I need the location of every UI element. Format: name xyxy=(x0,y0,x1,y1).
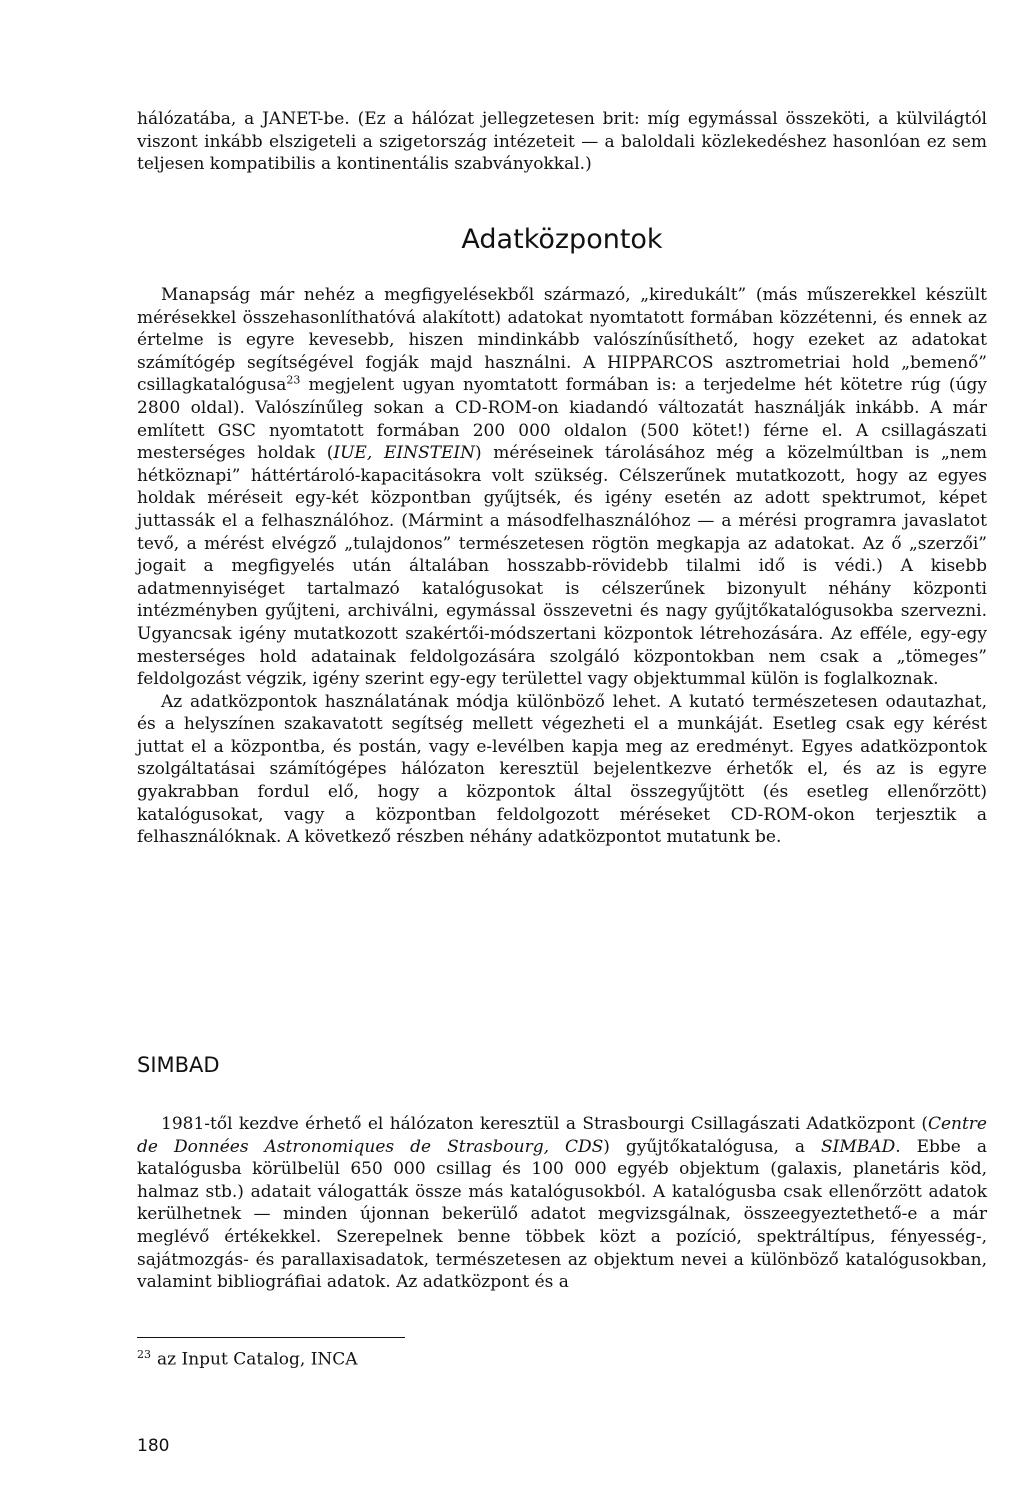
paragraph-1-part-c: ) méréseinek tárolásához még a közelmúltban is „nem hétköznapi” háttértároló-kapacitásokra volt szükség. Célszerűnek mutatkozott, hogy az egyes holdak méréseit egy-két központban gyűjtsék, és igény esetén az adott spektrumot, képet juttassák el a felhasználóhoz. (Mármint a másodfelhasználóhoz — a mérési programra javaslatot tevő, a mérést elvégző „tulajdonos” természetesen rögtön megkapja az adatokat. Az ő „szerzői” jogait a megfigyelés után általában hosszabb-rövidebb tilalmi idő is védi.) A kisebb adatmennyiséget tartalmazó katalógusokat is célszerűnek bizonyult néhány központi intézményben gyűjteni, archiválni, egymással összevetni és nagy gyűjtőkatalógusokba szervezni. Ugyancsak igény mutatkozott szakértői-módszertani központok létrehozására. Az efféle, egy-egy mesterséges hold adatainak feldolgozására szolgáló központokban nem csak a „tömeges” feldolgozást végzik, igény szerint egy-egy területtel vagy objektummal külön is foglalkoznak. xyxy=(137,443,987,690)
simbad-part-c: . Ebbe a katalógusba körülbelül 650 000 csillag és 100 000 egyéb objektum (galaxis, planetáris köd, halmaz stb.) adatait válogatták össze más katalógusokból. A katalógusba csak ellenőrzött adatok kerülhetnek — minden újonnan bekerülő adatot megvizsgálnak, összeegyeztethető-e a már meglévő értékekkel. Szerepelnek benne többek közt a pozíció, spektráltípus, fényesség-, sajátmozgás- és parallaxisadatok, természetesen az objektum nevei a különböző katalógusokban, valamint bibliográfiai adatok. Az adatközpont és a xyxy=(137,1136,987,1293)
section-heading-adatkozpontok: Adatközpontok xyxy=(461,224,663,255)
paragraph-1-part-a: Manapság már nehéz a megfigyelésekből származó, „kiredukált” (más műszerekkel készült mérésekkel összehasonlíthatóvá alakított) adatokat nyomtatott formában közzétenni, és ennek az értelme is egyre kevesebb, hiszen mindinkább valószínűsíthető, hogy ezeket az adatokat számítógép segítségével fogják majd használni. A HIPPARCOS asztrometriai hold „bemenő” csillagkatalógusa xyxy=(137,285,987,396)
paragraph-1-part-b: megjelent ugyan nyomtatott formában is: a terjedelme hét kötetre rúg (úgy 2800 oldal). Valószínűleg sokan a CD-ROM-on kiadandó változatát használják inkább. A már említett GSC nyomtatott formában 200 000 oldalon (500 kötet!) férne el. A csillagászati mesterséges holdak ( xyxy=(137,375,987,464)
satellite-names: IUE, EINSTEIN xyxy=(333,443,475,464)
paragraph-1 xyxy=(137,284,987,691)
cds-full-name: Centre de Données Astronomiques de Strasbourg, CDS xyxy=(137,1114,987,1157)
simbad-text-block xyxy=(137,1113,987,1294)
simbad-name: SIMBAD xyxy=(821,1136,896,1157)
footnote-number: 23 xyxy=(137,1348,151,1361)
page-number: 180 xyxy=(137,1436,170,1456)
footnote-reference: 23 xyxy=(286,373,301,387)
footnote xyxy=(137,1344,358,1371)
paragraph-2: Az adatközpontok használatának módja különböző lehet. A kutató természetesen odautazhat, és a helyszínen szakavatott segítség mellett végezheti el a munkáját. Esetleg csak egy kérést juttat el a központba, és postán, vagy e-levélben kapja meg az eredményt. Egyes adatközpontok szolgáltatásai számítógépes hálózaton keresztül bejelentkezve érhetők el, és az is egyre gyakrabban fordul elő, hogy a központok által összegyűjtött (és esetleg ellenőrzött) katalógusokat, vagy a központban feldolgozott méréseket CD-ROM-okon terjesztik a felhasználóknak. A következő részben néhány adatközpontot mutatunk be. xyxy=(137,691,987,848)
simbad-paragraph xyxy=(137,1113,987,1294)
main-text-block xyxy=(137,284,987,849)
section-heading-simbad: SIMBAD xyxy=(137,1053,220,1077)
footnote-divider xyxy=(137,1337,405,1338)
simbad-part-b: ) gyűjtőkatalógusa, a xyxy=(603,1136,822,1157)
simbad-part-a: 1981-től kezdve érhető el hálózaton keresztül a Strasbourgi Csillagászati Adatközpont ( xyxy=(161,1114,928,1134)
footnote-text: az Input Catalog, INCA xyxy=(157,1349,358,1370)
top-paragraph: hálózatába, a JANET-be. (Ez a hálózat jellegzetesen brit: míg egymással összeköti, a külvilágtól viszont inkább elszigeteli a szigetország intézeteit — a baloldali közlekedéshez hasonlóan ez sem teljesen kompatibilis a kontinentális szabványokkal.) xyxy=(137,109,987,175)
top-paragraph-block xyxy=(137,108,987,176)
